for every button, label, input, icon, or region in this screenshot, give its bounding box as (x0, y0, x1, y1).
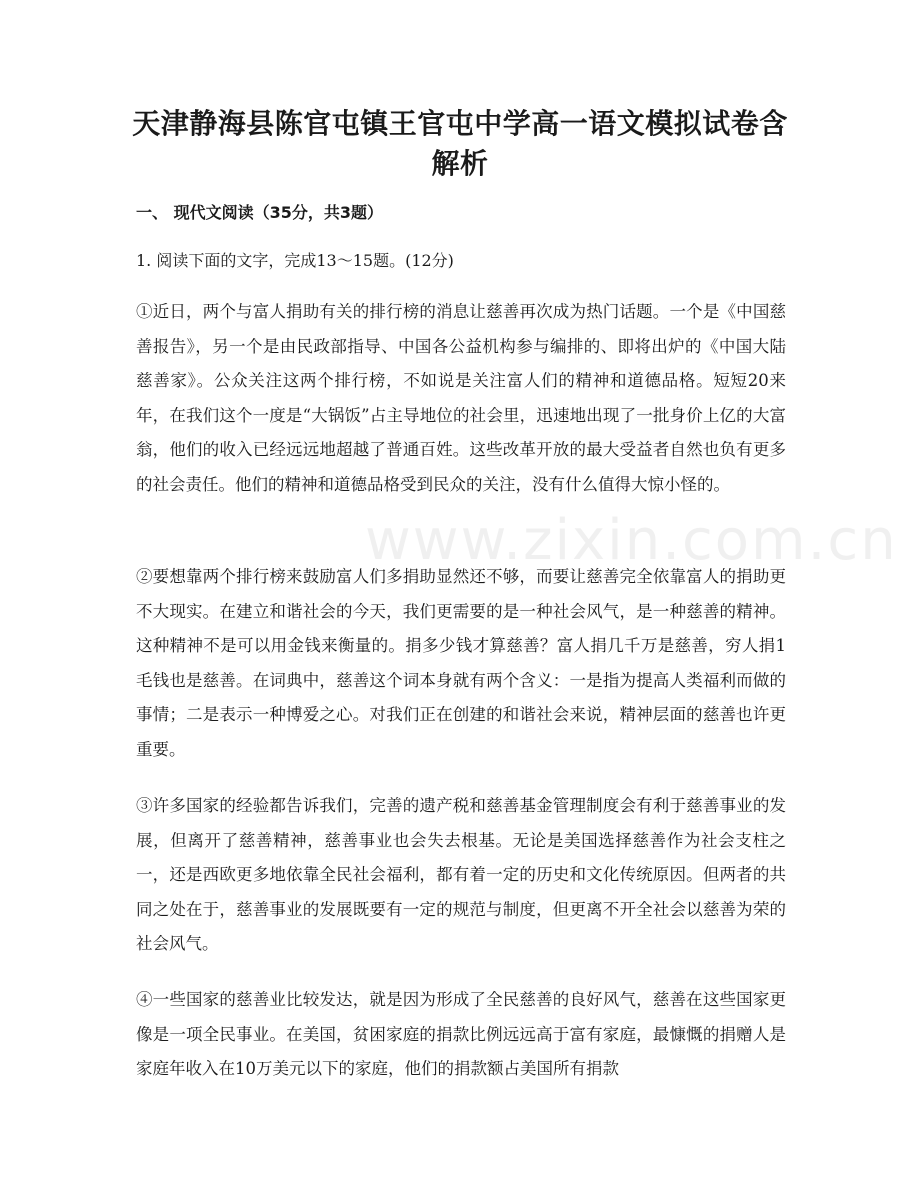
paragraph-2: ②要想靠两个排行榜来鼓励富人们多捐助显然还不够，而要让慈善完全依靠富人的捐助更不大现实。在建立和谐社会的今天，我们更需要的是一种社会风气，是一种慈善的精神。这种精神不是可以用金钱来衡量的。捐多少钱才算慈善？富人捐几千万是慈善，穷人捐1毛钱也是慈善。在词典中，慈善这个词本身就有两个含义：一是指为提高人类福利而做的事情；二是表示一种博爱之心。对我们正在创建的和谐社会来说，精神层面的慈善也许更重要。 (136, 567, 786, 759)
watermark: www.zixin.com.cn (365, 508, 898, 573)
section-heading: 一、 现代文阅读（35分，共3题） (136, 203, 383, 222)
paragraph-3: ③许多国家的经验都告诉我们，完善的遗产税和慈善基金管理制度会有利于慈善事业的发展，但离开了慈善精神，慈善事业也会失去根基。无论是美国选择慈善作为社会支柱之一，还是西欧更多地依靠全民社会福利，都有着一定的历史和文化传统原因。但两者的共同之处在于，慈善事业的发展既要有一定的规范与制度，但更离不开全社会以慈善为荣的社会风气。 (136, 796, 786, 954)
paragraph-4: ④一些国家的慈善业比较发达，就是因为形成了全民慈善的良好风气，慈善在这些国家更像是一项全民事业。在美国，贫困家庭的捐款比例远远高于富有家庭，最慷慨的捐赠人是家庭年收入在10万美元以下的家庭，他们的捐款额占美国所有捐款 (136, 990, 786, 1079)
paragraph-1: ①近日，两个与富人捐助有关的排行榜的消息让慈善再次成为热门话题。一个是《中国慈善报告》，另一个是由民政部指导、中国各公益机构参与编排的、即将出炉的《中国大陆慈善家》。公众关注这两个排行榜，不如说是关注富人们的精神和道德品格。短短20来年，在我们这个一度是“大锅饭”占主导地位的社会里，迅速地出现了一批身价上亿的大富翁，他们的收入已经远远地超越了普通百姓。这些改革开放的最大受益者自然也负有更多的社会责任。他们的精神和道德品格受到民众的关注，没有什么值得大惊小怪的。 (136, 302, 786, 494)
question-intro: 1. 阅读下面的文字，完成13～15题。(12分) (136, 251, 454, 270)
document-title: 天津静海县陈官屯镇王官屯中学高一语文模拟试卷含解析 (132, 107, 788, 180)
